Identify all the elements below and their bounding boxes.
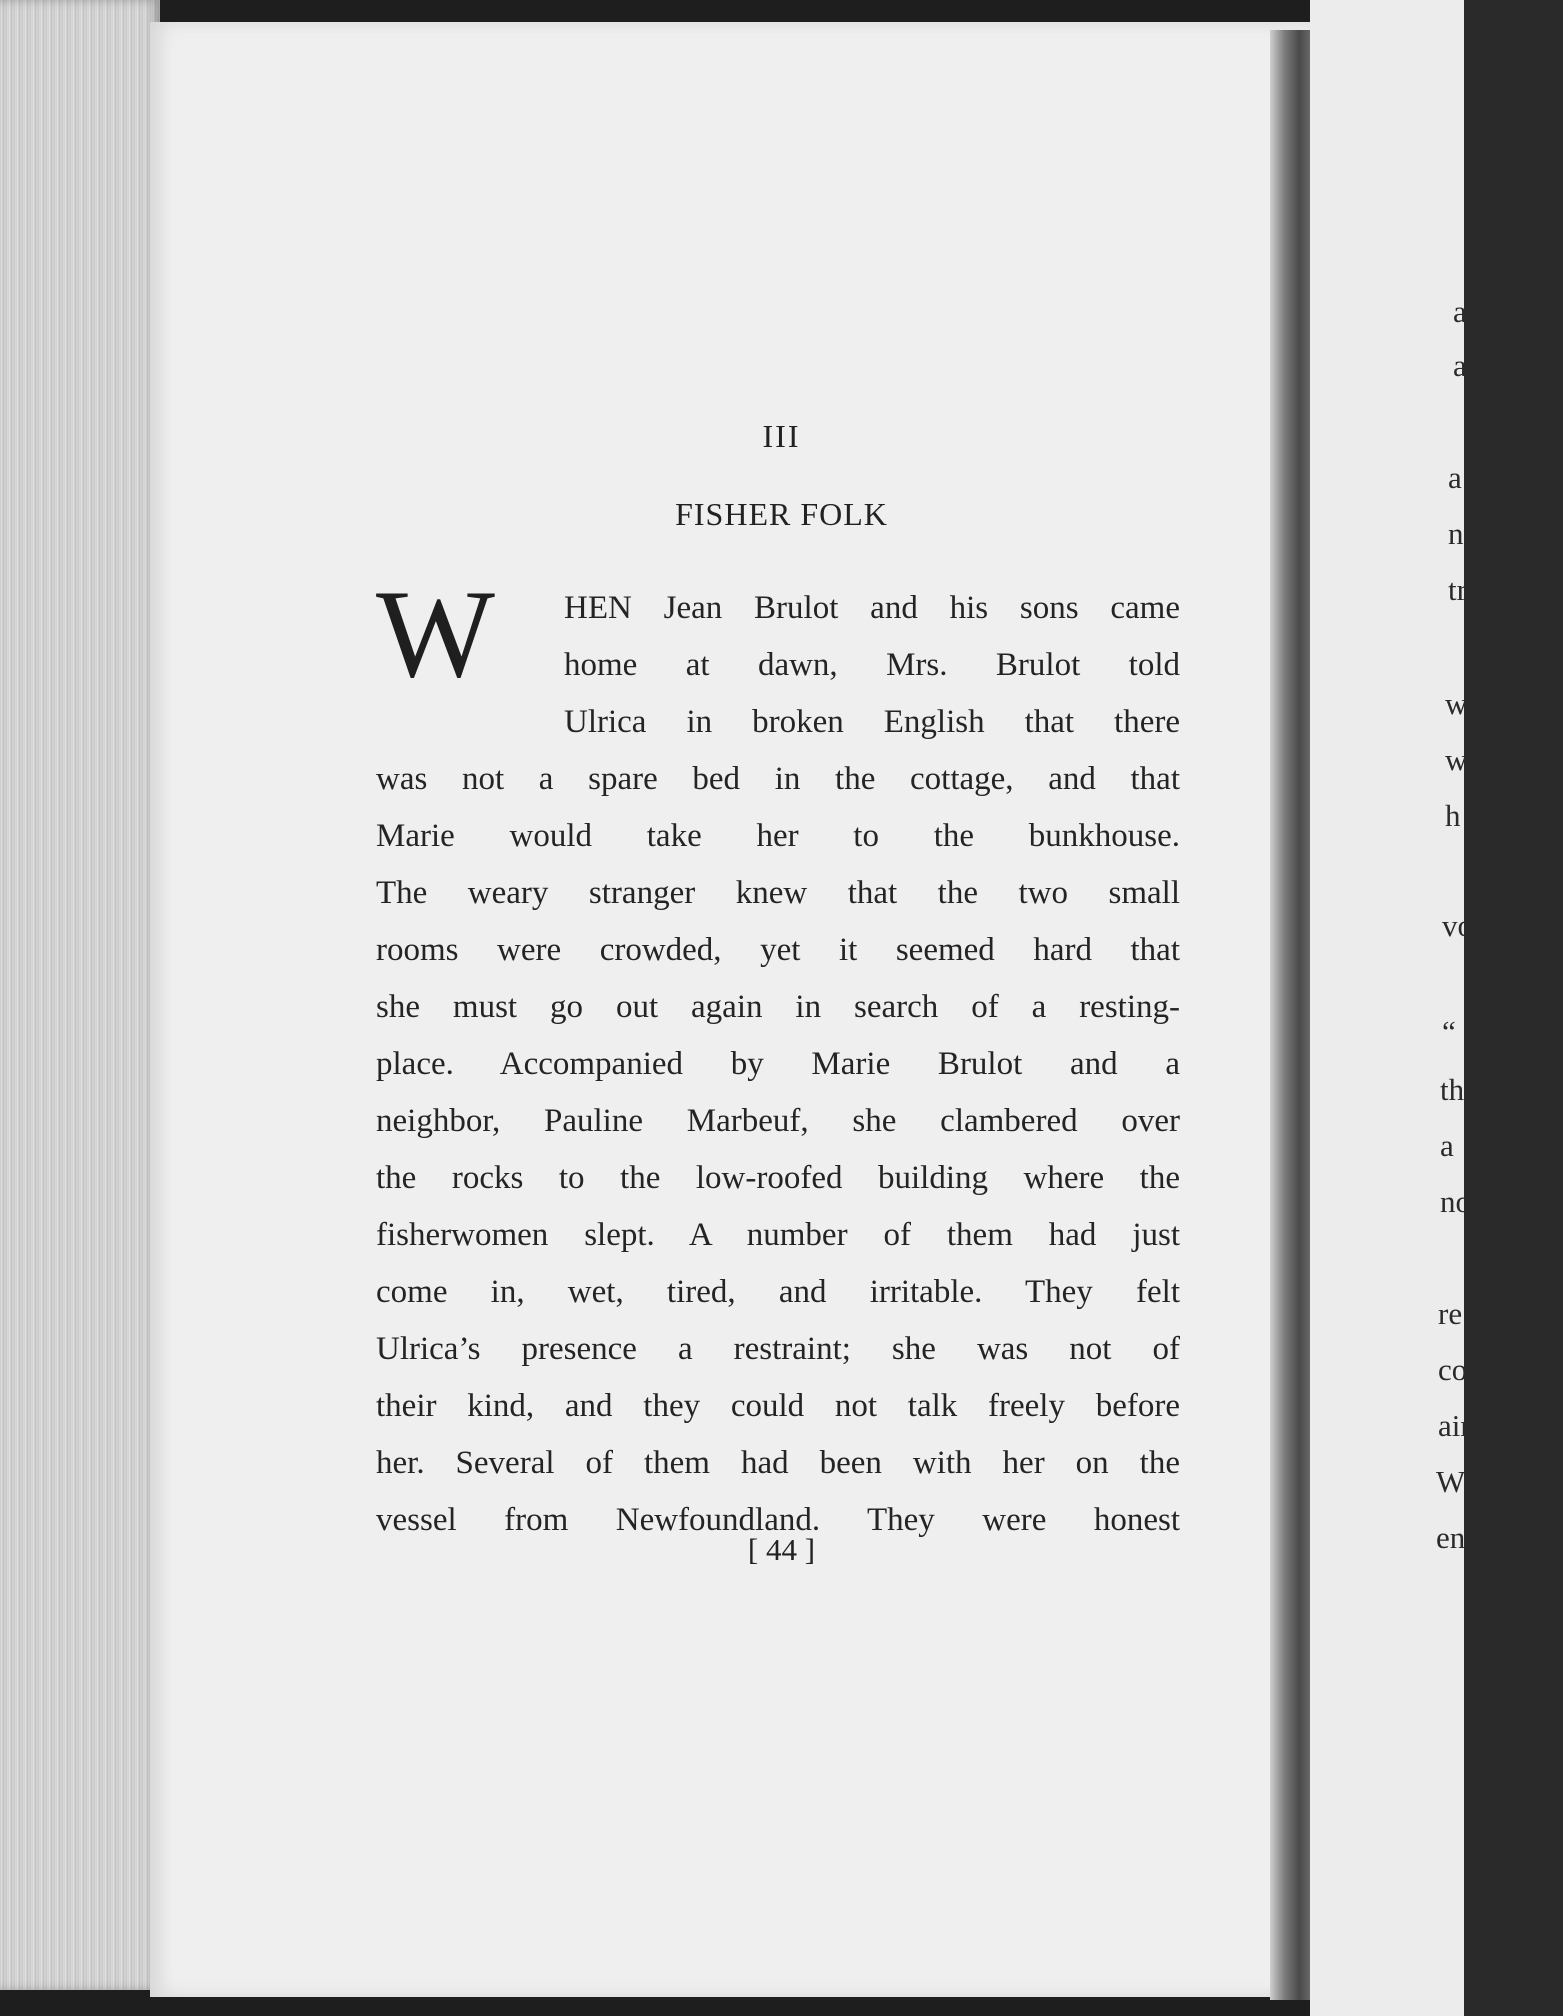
facing-text-fragment: no (1440, 1184, 1471, 1219)
facing-text-fragment: th (1440, 1072, 1465, 1107)
text-line: rooms were crowded, yet it seemed hard that (376, 932, 1180, 968)
chapter-title: FISHER FOLK (675, 496, 888, 532)
facing-text-fragment: a (1453, 294, 1467, 329)
chapter-number: III (762, 418, 801, 454)
text-line: her. Several of them had been with her on the (376, 1445, 1180, 1481)
text-line: place. Accompanied by Marie Brulot and a (376, 1046, 1180, 1082)
facing-text-fragment: a (1440, 1128, 1454, 1163)
text-line: she must go out again in search of a resting- (376, 989, 1180, 1025)
facing-text-fragment: Wl (1436, 1464, 1474, 1499)
facing-text-fragment: air (1438, 1408, 1471, 1443)
page-edges (0, 0, 160, 1990)
drop-cap: W (376, 565, 495, 704)
facing-text-fragment: enc (1436, 1520, 1480, 1555)
text-line: neighbor, Pauline Marbeuf, she clambered over (376, 1103, 1180, 1139)
text-line: the rocks to the low-roofed building where the (376, 1160, 1180, 1196)
facing-text-fragment: “ (1442, 1014, 1456, 1049)
text-line: Marie would take her to the bunkhouse. (376, 818, 1180, 854)
book-gutter (1270, 30, 1312, 2000)
facing-text-fragment: tr (1448, 572, 1467, 607)
text-line: HEN Jean Brulot and his sons came (564, 590, 1180, 626)
facing-text-fragment: co (1438, 1352, 1468, 1387)
text-line: vessel from Newfoundland. They were honest (376, 1502, 1180, 1538)
facing-text-fragment: a (1448, 460, 1462, 495)
facing-text-fragment: n (1448, 516, 1464, 551)
facing-text-fragment: vo (1442, 908, 1473, 943)
text-line: was not a spare bed in the cottage, and that (376, 761, 1180, 797)
text-line: Ulrica’s presence a restraint; she was not of (376, 1331, 1180, 1367)
facing-text-fragment: re (1438, 1296, 1463, 1331)
facing-text-fragment: h (1445, 798, 1461, 833)
text-line: home at dawn, Mrs. Brulot told (564, 647, 1180, 683)
text-line: Ulrica in broken English that there (564, 704, 1180, 740)
text-line: fisherwomen slept. A number of them had just (376, 1217, 1180, 1253)
page-number: [ 44 ] (747, 1532, 816, 1567)
body-text (376, 580, 1180, 1549)
text-line: their kind, and they could not talk freely before (376, 1388, 1180, 1424)
text-line: The weary stranger knew that the two small (376, 875, 1180, 911)
facing-page (1310, 0, 1480, 2016)
facing-text-fragment: a (1453, 348, 1467, 383)
text-line: come in, wet, tired, and irritable. They felt (376, 1274, 1180, 1310)
facing-text-fragment: w (1445, 686, 1468, 721)
facing-text-fragment: w (1445, 742, 1468, 777)
